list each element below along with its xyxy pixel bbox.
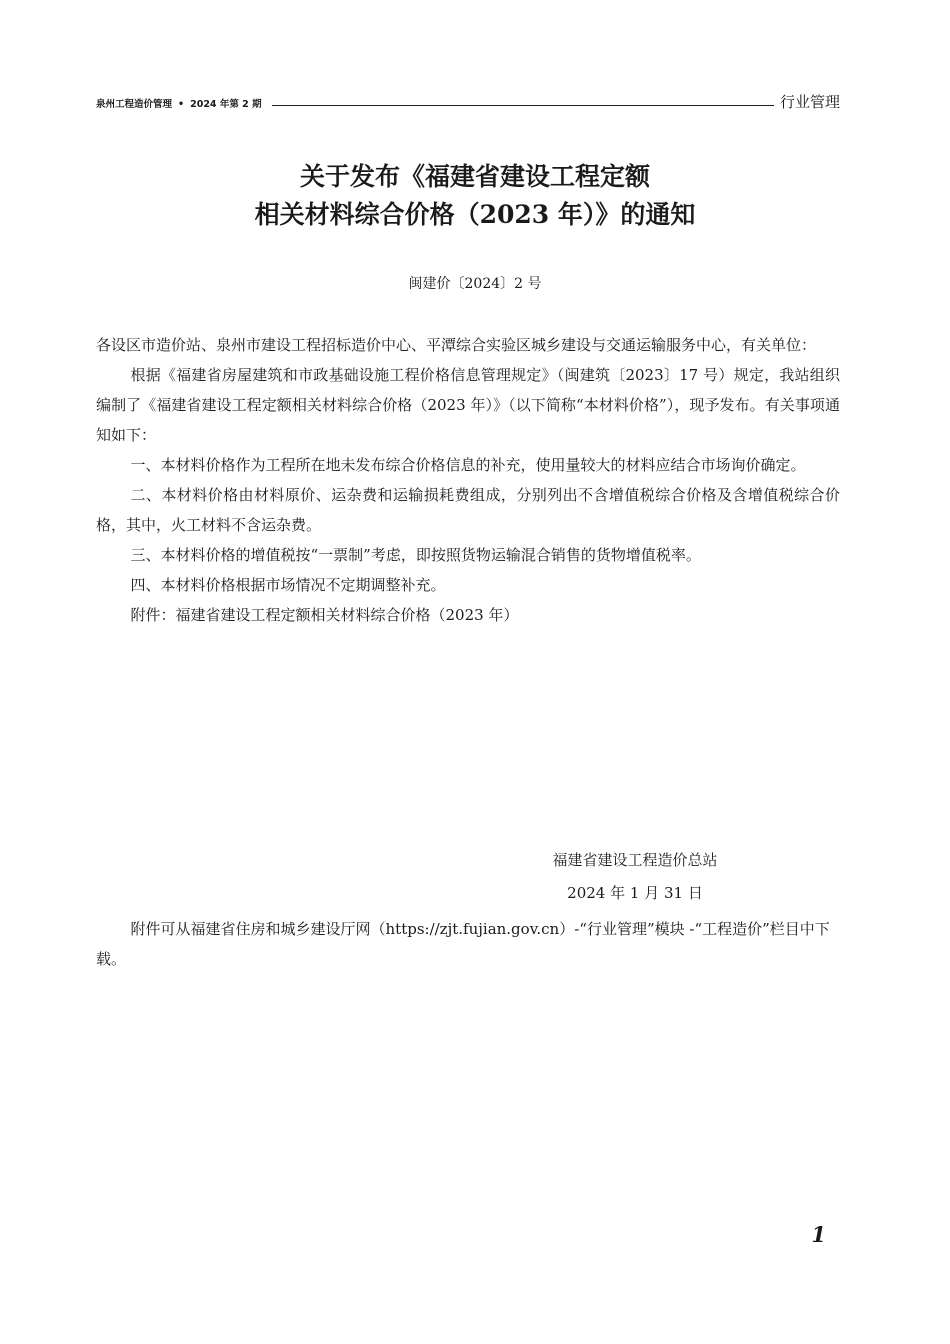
publication-name: 泉州工程造价管理 <box>96 99 173 110</box>
section-label: 行业管理 <box>779 93 840 111</box>
notice-title <box>0 158 950 234</box>
header-publication-info <box>96 96 262 112</box>
issue-date: 2024 年 1 月 31 日 <box>567 884 703 902</box>
addressee: 各设区市造价站、泉州市建设工程招标造价中心、平潭综合实验区城乡建设与交通运输服务中心，有关单位： <box>96 336 817 354</box>
paragraph-item-4: 四、本材料价格根据市场情况不定期调整补充。 <box>130 576 446 594</box>
attachment-line: 附件：福建省建设工程定额相关材料综合价格（2023 年） <box>130 606 519 624</box>
paragraph-item-2: 二、本材料价格由材料原价、运杂费和运输损耗费组成，分别列出不含增值税综合价格及含增值税综合价格，其中，火工材料不含运杂费。 <box>96 486 840 534</box>
title-line-1: 关于发布《福建省建设工程定额 <box>299 162 650 191</box>
document-number: 闽建价〔2024〕2 号 <box>408 276 542 292</box>
paragraph-item-3: 三、本材料价格的增值税按“一票制”考虑，即按照货物运输混合销售的货物增值税率。 <box>130 546 701 564</box>
running-header <box>96 88 840 112</box>
download-note <box>96 914 840 974</box>
header-bullet: • <box>178 99 185 110</box>
paragraph-intro: 根据《福建省房屋建筑和市政基础设施工程价格信息管理规定》（闽建筑〔2023〕17 号）规定，我站组织编制了《福建省建设工程定额相关材料综合价格（2023 年）》（以下简称“本材料价格”），现予发布。有关事项通知如下： <box>96 366 840 444</box>
issuer-name: 福建省建设工程造价总站 <box>552 851 718 869</box>
issue-label: 2024 年第 2 期 <box>190 99 262 110</box>
page-number: 1 <box>811 1222 826 1247</box>
signature-block <box>520 844 750 910</box>
header-rule <box>272 105 774 106</box>
download-note-text: 附件可从福建省住房和城乡建设厅网（https://zjt.fujian.gov.cn）-“行业管理”模块 -“工程造价”栏目中下载。 <box>96 920 830 968</box>
title-line-2: 相关材料综合价格（2023 年）》的通知 <box>254 200 696 229</box>
paragraph-item-1: 一、本材料价格作为工程所在地未发布综合价格信息的补充，使用量较大的材料应结合市场询价确定。 <box>130 456 806 474</box>
notice-body <box>96 330 840 630</box>
